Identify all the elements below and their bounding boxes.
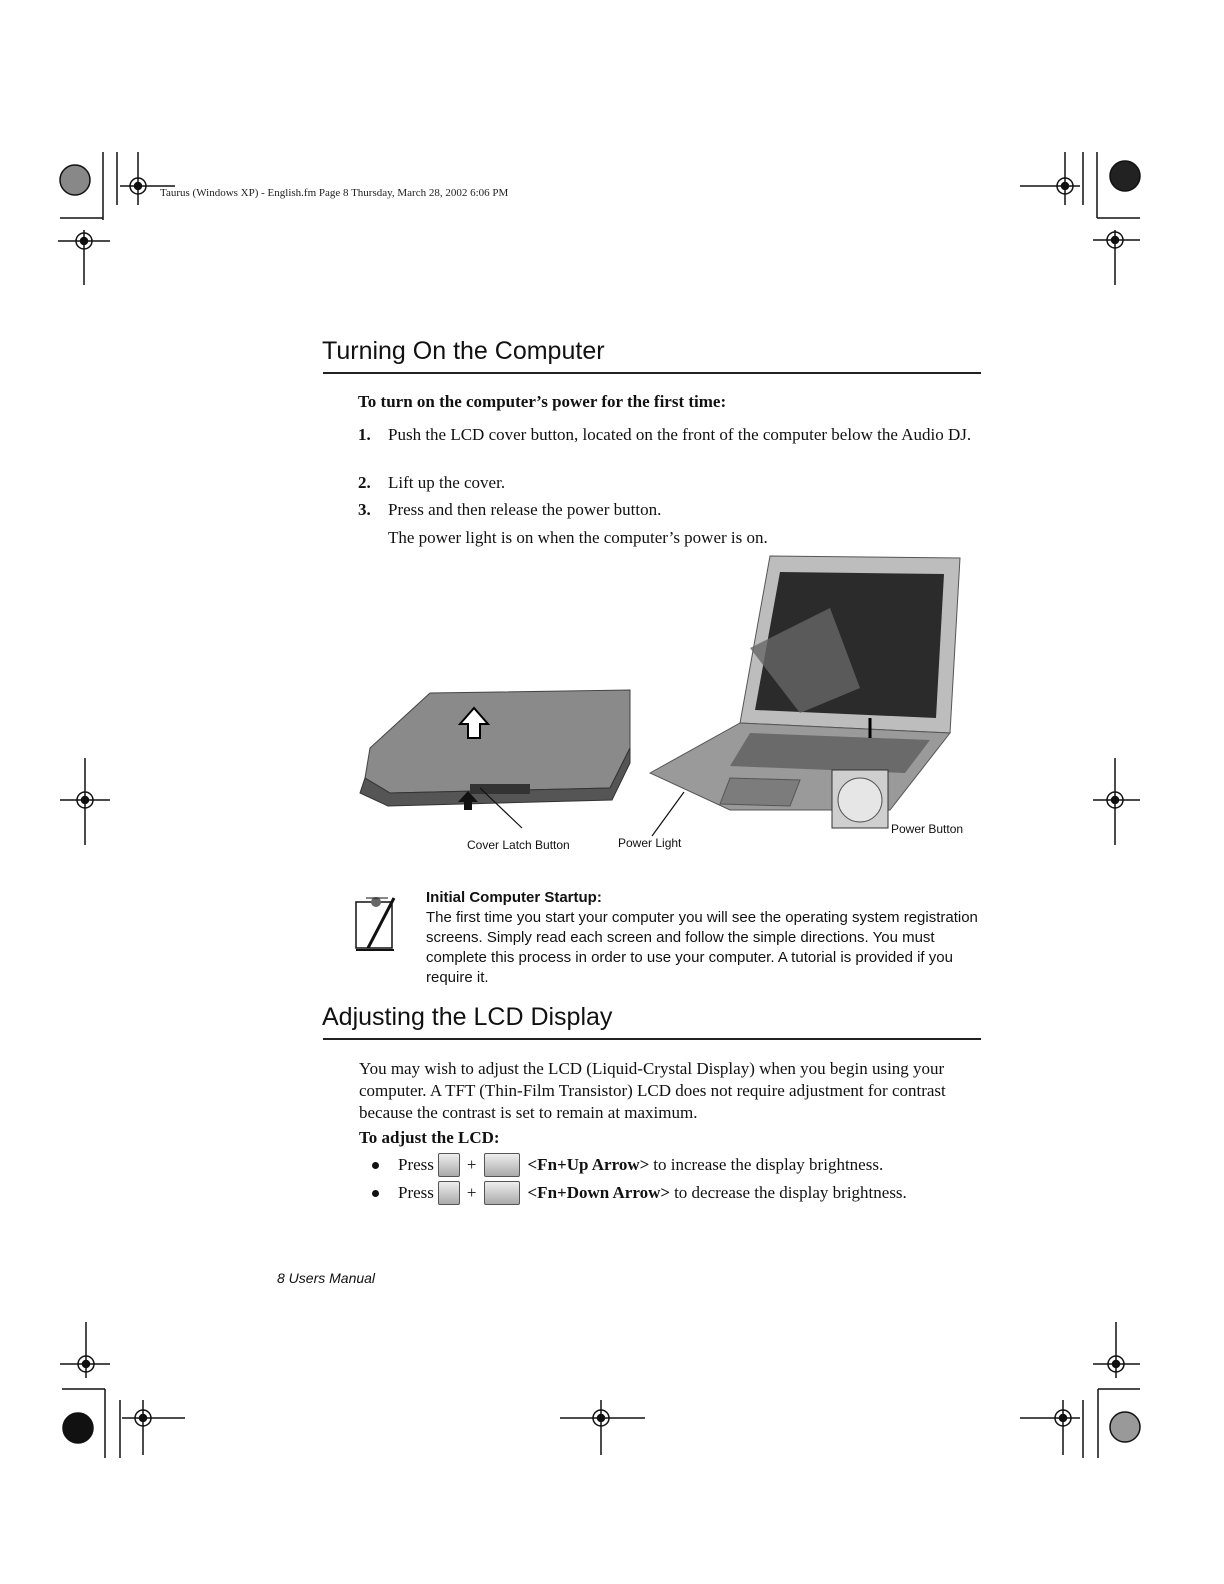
adjust-subhead: To adjust the LCD: — [359, 1128, 500, 1147]
bullet-decrease-brightness — [372, 1181, 907, 1205]
press-word: Press — [398, 1155, 434, 1174]
plus-sign: + — [466, 1155, 477, 1174]
step-text: Push the LCD cover button, located on the front of the computer below the Audio DJ. — [388, 425, 972, 444]
press-word: Press — [398, 1183, 434, 1202]
lcd-paragraph: You may wish to adjust the LCD (Liquid-Crystal Display) when you begin using your computer. A TFT (Thin-Film Transistor) LCD does not require adjustment for contrast because the contrast is set to remain at maximum. — [359, 1059, 946, 1122]
closed-laptop-illustration — [360, 690, 630, 828]
plus-sign: + — [466, 1183, 477, 1202]
bullet-text: to increase the display brightness. — [653, 1155, 884, 1174]
step-3 — [358, 500, 982, 520]
steps-intro: To turn on the computer’s power for the first time: — [358, 392, 727, 411]
step-number: 1. — [358, 425, 371, 444]
note-title: Initial Computer Startup: — [426, 889, 602, 906]
laptop-figure — [330, 548, 970, 858]
fn-key-icon — [438, 1181, 460, 1205]
note-pencil-icon — [350, 890, 400, 960]
step-1 — [358, 425, 982, 465]
step-number: 2. — [358, 473, 371, 492]
bullet-text: to decrease the display brightness. — [674, 1183, 907, 1202]
step-number: 3. — [358, 500, 371, 519]
label-power-button: Power Button — [891, 822, 964, 836]
fn-key-icon — [438, 1153, 460, 1177]
note-body: The first time you start your computer you will see the operating system registration screens. Simply read each screen and follow the simple directions. You must complete this process in order to use your computer. A tutorial is provided if you require it. — [426, 909, 978, 986]
slug-line: Taurus (Windows XP) - English.fm Page 8 Thursday, March 28, 2002 6:06 PM — [160, 187, 509, 199]
bullet-increase-brightness — [372, 1153, 883, 1177]
label-cover-latch-button: Cover Latch Button — [467, 838, 570, 852]
step-2 — [358, 473, 982, 493]
bullet-dot — [372, 1190, 379, 1197]
section-title-adjusting-lcd: Adjusting the LCD Display — [322, 1003, 613, 1031]
page-footer: 8 Users Manual — [277, 1270, 376, 1286]
down-arrow-key-icon — [484, 1181, 520, 1205]
key-combo: <Fn+Down Arrow> — [527, 1183, 671, 1202]
key-combo: <Fn+Up Arrow> — [527, 1155, 650, 1174]
step-result: The power light is on when the computer’s power is on. — [388, 528, 768, 547]
up-arrow-key-icon — [484, 1153, 520, 1177]
step-text: Press and then release the power button. — [388, 500, 662, 519]
section-title-turning-on: Turning On the Computer — [322, 337, 605, 365]
section-rule — [323, 1038, 981, 1040]
label-power-light: Power Light — [618, 836, 682, 850]
open-laptop-illustration — [650, 556, 960, 836]
section-rule — [323, 372, 981, 374]
step-text: Lift up the cover. — [388, 473, 506, 492]
bullet-dot — [372, 1162, 379, 1169]
